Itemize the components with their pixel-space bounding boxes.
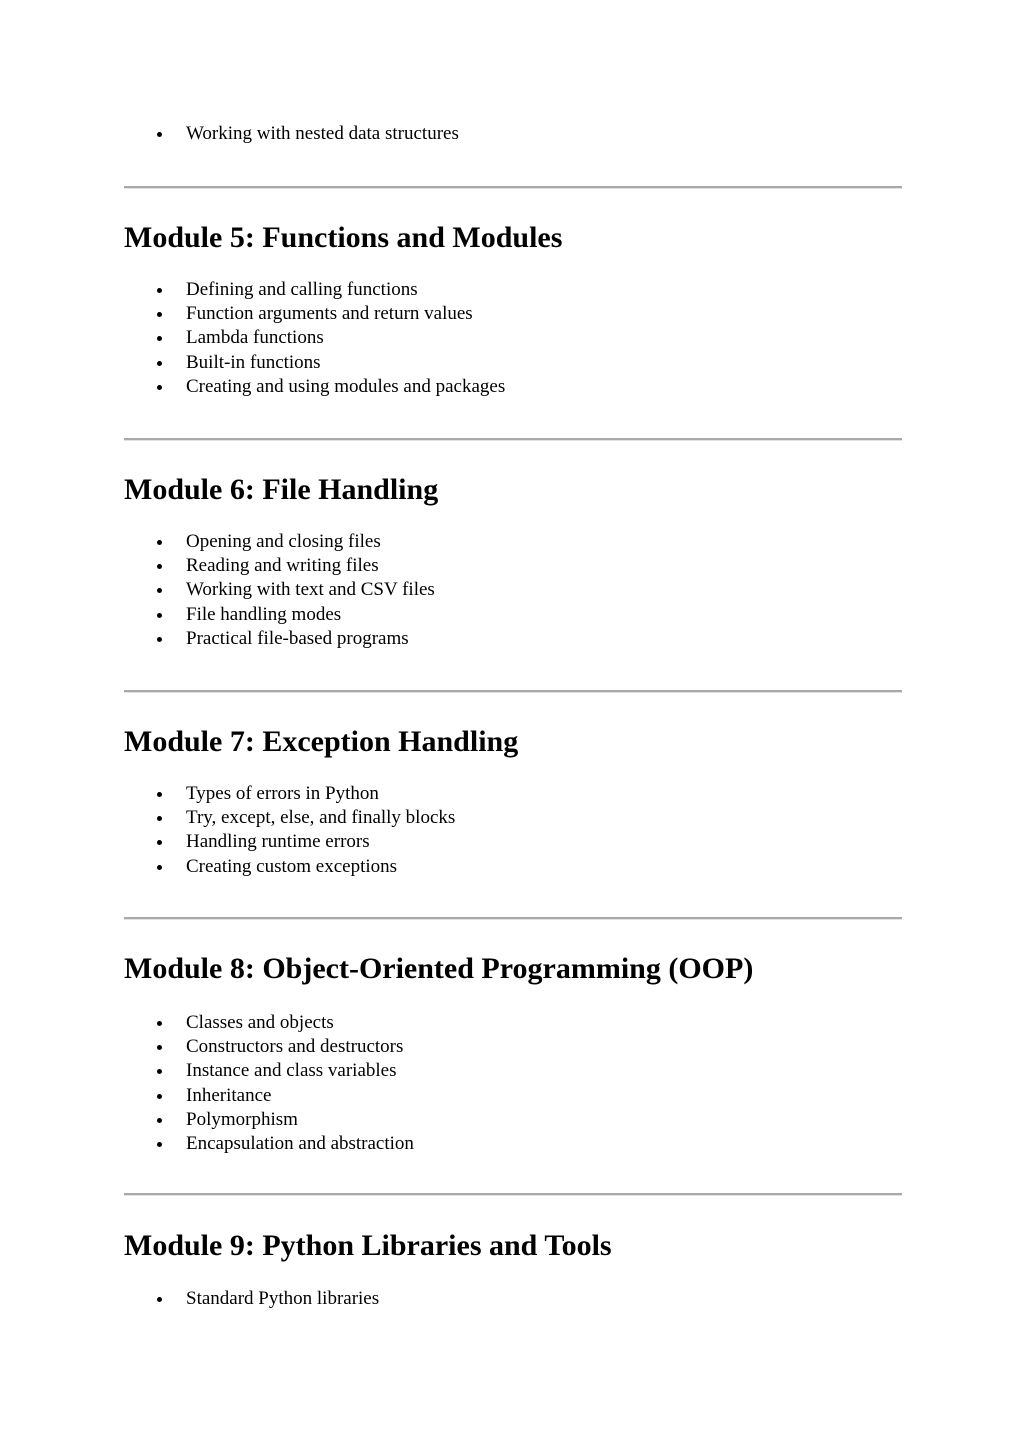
- list-item: Classes and objects: [124, 1011, 414, 1035]
- list-item: Opening and closing files: [124, 530, 435, 554]
- section-divider: [124, 186, 902, 189]
- list-item: Polymorphism: [124, 1108, 414, 1132]
- module-4-continued-list: [124, 122, 459, 146]
- module-5-topic-list: [124, 278, 505, 399]
- list-item: Function arguments and return values: [124, 302, 505, 326]
- bullet-icon: [157, 540, 162, 545]
- list-item: Handling runtime errors: [124, 830, 455, 854]
- bullet-icon: [157, 1118, 162, 1123]
- bullet-icon: [157, 1142, 162, 1147]
- bullet-icon: [157, 312, 162, 317]
- module-9-topic-list: [124, 1287, 379, 1311]
- list-item: Lambda functions: [124, 326, 505, 350]
- module-8-heading: Module 8: Object-Oriented Programming (OOP): [124, 952, 754, 985]
- list-item: Try, except, else, and finally blocks: [124, 806, 455, 830]
- module-9-heading: Module 9: Python Libraries and Tools: [124, 1229, 612, 1262]
- bullet-icon: [157, 336, 162, 341]
- list-item: Creating and using modules and packages: [124, 375, 505, 399]
- bullet-icon: [157, 792, 162, 797]
- module-5-heading: Module 5: Functions and Modules: [124, 221, 563, 254]
- section-divider: [124, 917, 902, 920]
- list-item: Reading and writing files: [124, 554, 435, 578]
- bullet-icon: [157, 1069, 162, 1074]
- bullet-icon: [157, 361, 162, 366]
- bullet-icon: [157, 865, 162, 870]
- bullet-icon: [157, 816, 162, 821]
- list-item: Practical file-based programs: [124, 627, 435, 651]
- list-item: Working with nested data structures: [124, 122, 459, 146]
- bullet-icon: [157, 288, 162, 293]
- list-item: Standard Python libraries: [124, 1287, 379, 1311]
- list-item: Instance and class variables: [124, 1059, 414, 1083]
- list-item: Inheritance: [124, 1084, 414, 1108]
- section-divider: [124, 690, 902, 693]
- list-item: Built-in functions: [124, 351, 505, 375]
- section-divider: [124, 1193, 902, 1196]
- list-item: Defining and calling functions: [124, 278, 505, 302]
- bullet-icon: [157, 132, 162, 137]
- module-8-topic-list: [124, 1011, 414, 1156]
- list-item: Encapsulation and abstraction: [124, 1132, 414, 1156]
- section-divider: [124, 438, 902, 441]
- bullet-icon: [157, 613, 162, 618]
- module-6-heading: Module 6: File Handling: [124, 473, 439, 506]
- bullet-icon: [157, 564, 162, 569]
- bullet-icon: [157, 1045, 162, 1050]
- bullet-icon: [157, 1094, 162, 1099]
- bullet-icon: [157, 1297, 162, 1302]
- bullet-icon: [157, 385, 162, 390]
- module-6-topic-list: [124, 530, 435, 651]
- list-item: Constructors and destructors: [124, 1035, 414, 1059]
- module-7-topic-list: [124, 782, 455, 879]
- bullet-icon: [157, 1021, 162, 1026]
- module-7-heading: Module 7: Exception Handling: [124, 725, 519, 758]
- bullet-icon: [157, 840, 162, 845]
- list-item: Creating custom exceptions: [124, 855, 455, 879]
- list-item: Working with text and CSV files: [124, 578, 435, 602]
- list-item: File handling modes: [124, 603, 435, 627]
- bullet-icon: [157, 588, 162, 593]
- list-item: Types of errors in Python: [124, 782, 455, 806]
- bullet-icon: [157, 637, 162, 642]
